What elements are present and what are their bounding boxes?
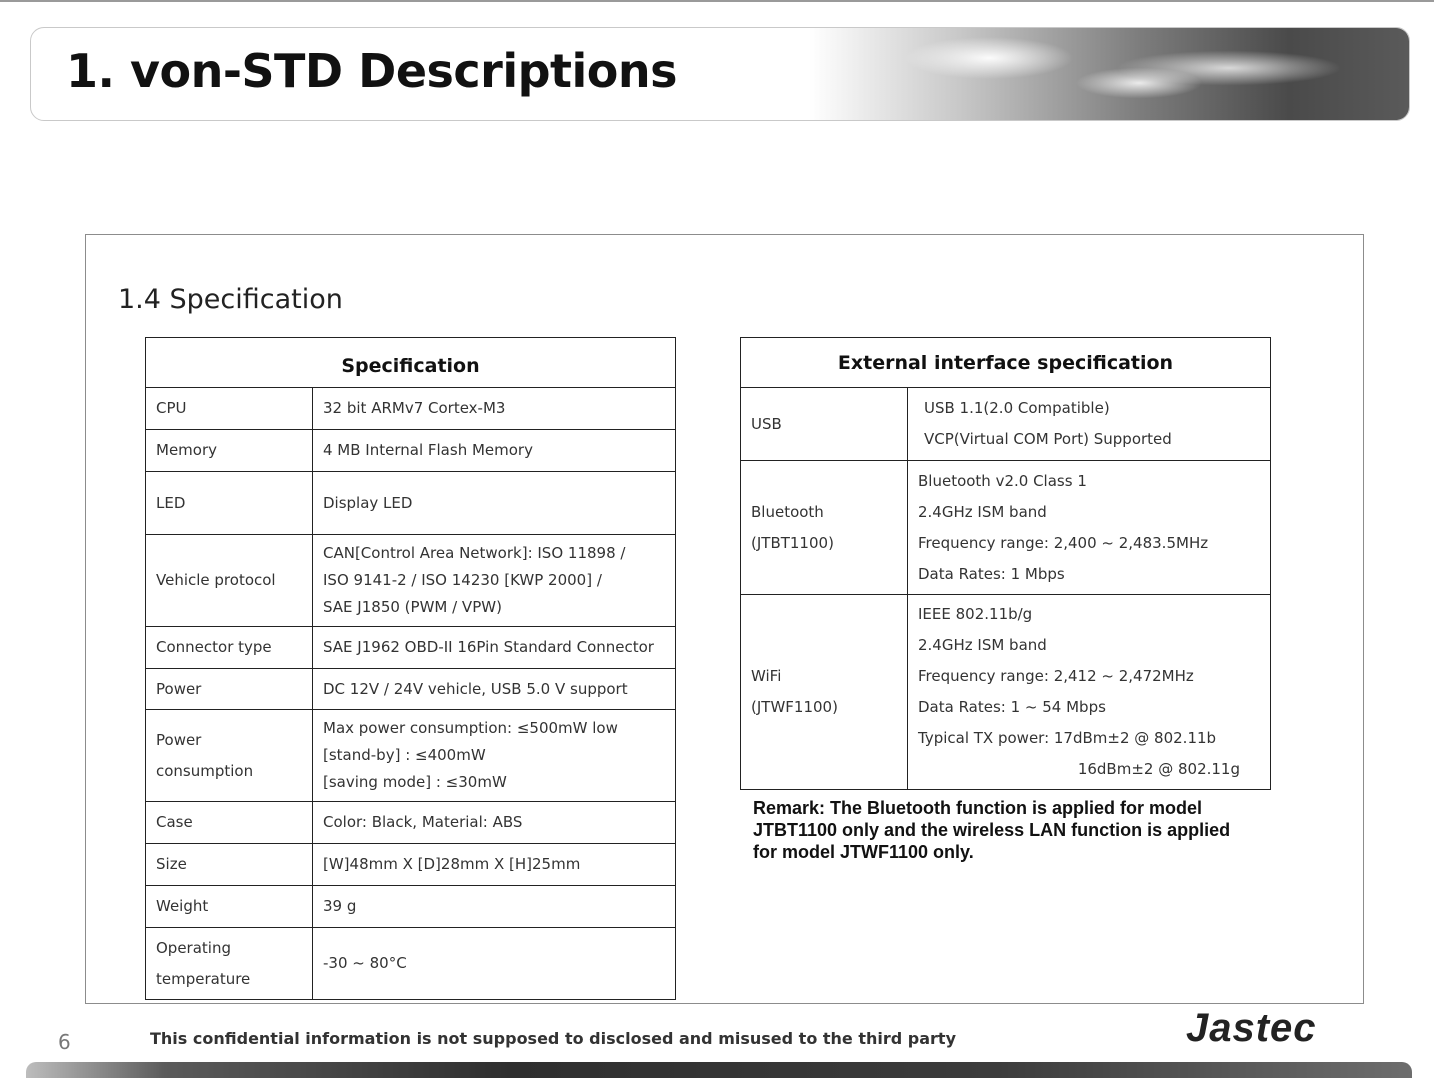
wifi-label [741,595,908,790]
external-interface-table [740,337,1271,790]
table-row [146,710,676,802]
jastec-logo: Jastec [1186,1006,1317,1050]
value-line: Max power consumption: ≤500mW low [323,719,618,737]
row-value: [W]48mm X [D]28mm X [H]25mm [313,844,676,886]
row-label [146,928,313,1000]
table-row [741,388,1271,461]
value-line: Frequency range: 2,400 ~ 2,483.5MHz [918,533,1209,552]
value-line: Frequency range: 2,412 ~ 2,472MHz [918,667,1194,685]
label-line: WiFi [751,667,782,685]
value-line: IEEE 802.11b/g [918,605,1033,623]
row-label [146,710,313,802]
value-line: 16dBm±2 @ 802.11g [1077,760,1240,778]
value-line: Data Rates: 1 Mbps [918,564,1065,583]
sky-banner-image [809,28,1409,120]
table-row [146,627,676,669]
row-label: Power [146,669,313,710]
value-line: CAN[Control Area Network]: ISO 11898 / [323,544,626,562]
table-row [146,472,676,535]
specification-header: Specification [146,338,676,388]
row-value: 32 bit ARMv7 Cortex-M3 [313,388,676,430]
table-row [146,886,676,928]
value-line: Typical TX power: 17dBm±2 @ 802.11b [918,729,1217,747]
value-line: Bluetooth v2.0 Class 1 [918,471,1087,490]
bluetooth-value [908,461,1271,595]
table-row [146,430,676,472]
row-value: -30 ~ 80°C [313,928,676,1000]
value-line: [saving mode] : ≤30mW [323,773,507,791]
label-line: (JTWF1100) [751,698,838,716]
table-row [741,461,1271,595]
table-row [741,595,1271,790]
label-line: temperature [156,969,251,988]
row-value: 39 g [313,886,676,928]
row-label: LED [146,472,313,535]
value-line: Data Rates: 1 ~ 54 Mbps [918,698,1106,716]
value-line: 2.4GHz ISM band [918,636,1047,654]
row-label: Vehicle protocol [146,535,313,627]
row-value [313,710,676,802]
value-line: USB 1.1(2.0 Compatible) [924,399,1110,417]
table-row [146,669,676,710]
wifi-value [908,595,1271,790]
row-label: Memory [146,430,313,472]
label-line: Power [156,730,202,749]
row-value: DC 12V / 24V vehicle, USB 5.0 V support [313,669,676,710]
label-line: Bluetooth [751,502,824,521]
page-title: 1. von-STD Descriptions [66,44,678,98]
bottom-banner [26,1062,1412,1078]
row-label: Case [146,802,313,844]
row-label: Size [146,844,313,886]
usb-value [908,388,1271,461]
table-row [146,802,676,844]
row-label: Weight [146,886,313,928]
remark-note: Remark: The Bluetooth function is applied for model JTBT1100 only and the wireless LAN function is applied for model JTWF1100 only. [753,798,1231,862]
table-row [146,535,676,627]
table-header-row [741,338,1271,388]
specification-table [145,337,676,1000]
table-header-row [146,338,676,388]
value-line: 2.4GHz ISM band [918,502,1047,521]
page-number: 6 [58,1030,71,1054]
value-line: [stand-by] : ≤400mW [323,746,486,764]
external-interface-header: External interface specification [741,338,1271,388]
row-label: CPU [146,388,313,430]
row-label: Connector type [146,627,313,669]
value-line: SAE J1850 (PWM / VPW) [323,598,502,616]
label-line: (JTBT1100) [751,533,834,552]
row-value: Display LED [313,472,676,535]
row-value [313,535,676,627]
top-rule [0,0,1434,2]
value-line: VCP(Virtual COM Port) Supported [924,430,1172,448]
label-line: consumption [156,761,254,780]
label-line: Operating [156,938,231,957]
row-value: Color: Black, Material: ABS [313,802,676,844]
section-title: 1.4 Specification [118,284,343,315]
table-row [146,928,676,1000]
usb-label: USB [741,388,908,461]
bluetooth-label [741,461,908,595]
value-line: ISO 9141-2 / ISO 14230 [KWP 2000] / [323,571,602,589]
table-row [146,844,676,886]
confidential-footer: This confidential information is not supposed to disclosed and misused to the third party [150,1029,956,1048]
row-value: 4 MB Internal Flash Memory [313,430,676,472]
table-row [146,388,676,430]
row-value: SAE J1962 OBD-II 16Pin Standard Connector [313,627,676,669]
